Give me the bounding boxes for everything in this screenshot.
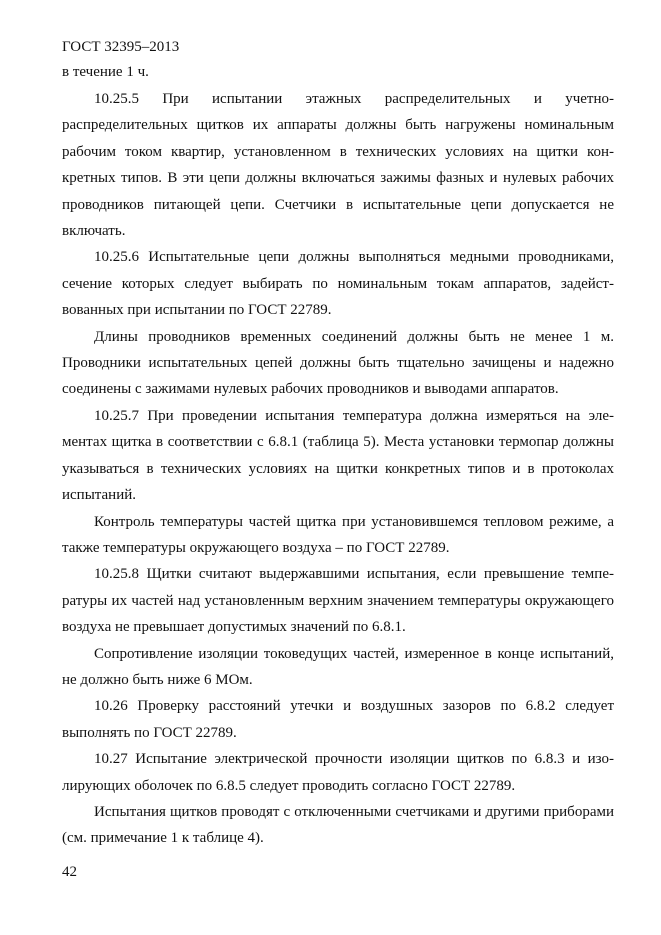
paragraph-10-25-6: 10.25.6 Испытательные цепи должны выполняться медными проводниками, сечение которых следует выбирать по номинальным токам аппаратов, задействованных при испытании по ГОСТ 22789. (62, 249, 614, 319)
paragraph-10-25-8: 10.25.8 Щитки считают выдержавшими испытания, если превышение температуры их частей над установленным верхним значением температуры окружающего воздуха не превышает допустимых значений по 6.8.1. (62, 566, 614, 636)
paragraph-conductor-length: Длины проводников временных соединений должны быть не менее 1 м. Проводники испытательных цепей должны быть тщательно зачищены и надежно соединены с зажимами нулевых рабочих проводников и выводами аппаратов. (62, 328, 614, 398)
paragraph-10-25-5: 10.25.5 При испытании этажных распределительных и учетно-распределительных щитков их аппараты должны быть нагружены номинальным рабочим током квартир, установленном в технических условиях на щитки конкретных типов. В эти цепи должны включаться зажимы фазных и нулевых рабочих проводников питающей цепи. Счетчики в испытательные цепи допускается не включать. (62, 91, 614, 240)
document-body (62, 60, 614, 852)
standard-designation: ГОСТ 32395–2013 (62, 39, 180, 55)
paragraph-10-26: 10.26 Проверку расстояний утечки и воздушных зазоров по 6.8.2 следует выполнять по ГОСТ 22789. (62, 698, 614, 741)
paragraph-continuation: в течение 1 ч. (62, 64, 149, 80)
paragraph-insulation-resistance: Сопротивление изоляции токоведущих частей, измеренное в конце испытаний, не должно быть ниже 6 МОм. (62, 645, 614, 688)
paragraph-10-27: 10.27 Испытание электрической прочности изоляции щитков по 6.8.3 и изолирующих оболочек по 6.8.5 следует проводить согласно ГОСТ 22789. (62, 751, 614, 794)
document-header (62, 37, 179, 57)
paragraph-tests-with-meters-off: Испытания щитков проводят с отключенными счетчиками и другими приборами (см. примечание 1 к таблице 4). (62, 803, 614, 847)
paragraph-10-25-7: 10.25.7 При проведении испытания температура должна измеряться на элементах щитка в соответствии с 6.8.1 (таблица 5). Места установки термопар должны указываться в технических условиях на щитки конкретных типов и в протоколах испытаний. (62, 407, 614, 504)
page-number: 42 (62, 864, 77, 880)
paragraph-temperature-control: Контроль температуры частей щитка при установившемся тепловом режиме, а также температуры окружающего воздуха – по ГОСТ 22789. (62, 513, 614, 556)
